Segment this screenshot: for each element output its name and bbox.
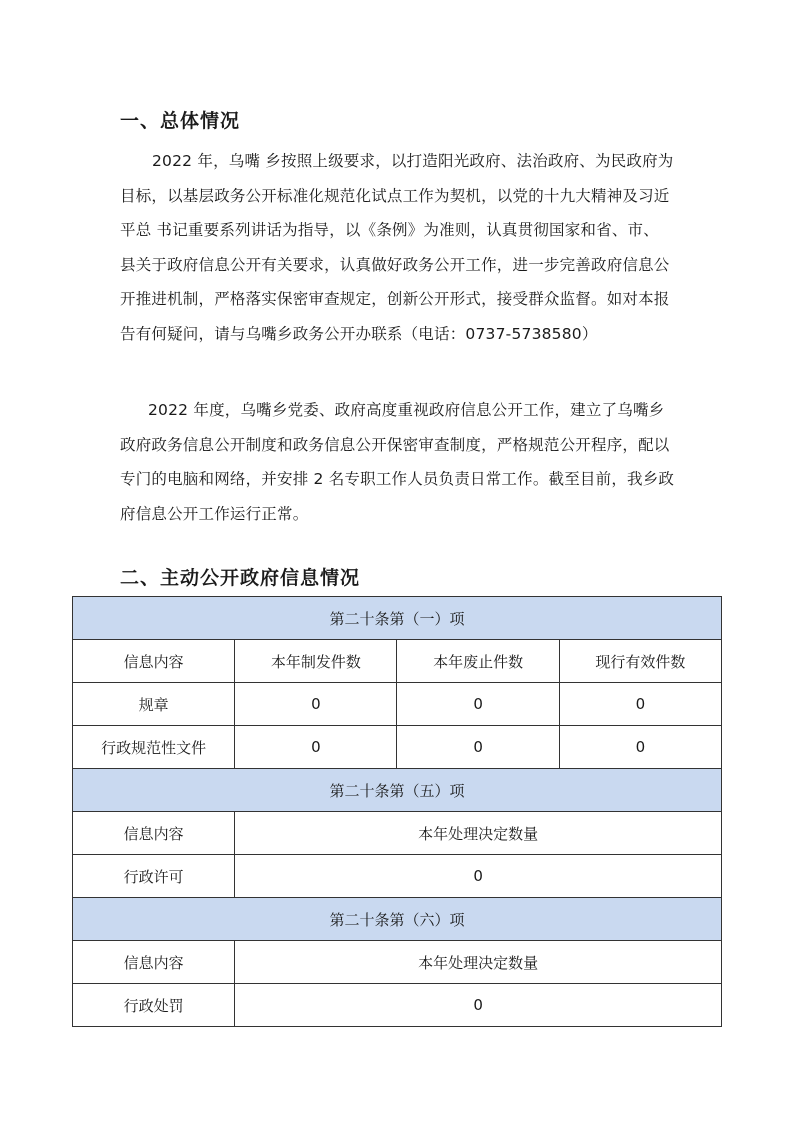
table-header-row <box>73 941 722 984</box>
text-line: 平总 书记重要系列讲话为指导，以《条例》为准则，认真贯彻国家和省、市、 <box>120 221 659 239</box>
table-cell: 0 <box>559 726 721 769</box>
table-band-row <box>73 597 722 640</box>
text-line: 开推进机制，严格落实保密审查规定，创新公开形式，接受群众监督。如对本报 <box>120 290 670 308</box>
table-header-row <box>73 812 722 855</box>
table-band-row <box>73 769 722 812</box>
table-header-row <box>73 640 722 683</box>
header-cell: 信息内容 <box>73 941 235 984</box>
table-cell: 0 <box>397 683 559 726</box>
table-row <box>73 683 722 726</box>
disclosure-table <box>72 596 722 1027</box>
header-cell: 本年废止件数 <box>397 640 559 683</box>
section-1-heading: 一、总体情况 <box>120 110 241 132</box>
table-cell: 0 <box>235 726 397 769</box>
header-cell: 本年处理决定数量 <box>235 812 722 855</box>
section-1-paragraph-1 <box>120 144 680 351</box>
table-cell: 0 <box>397 726 559 769</box>
text-line: 2022 年，乌嘴 乡按照上级要求，以打造阳光政府、法治政府、为民政府为 <box>152 152 674 170</box>
table-cell: 行政处罚 <box>73 984 235 1027</box>
text-line: 告有何疑问，请与乌嘴乡政务公开办联系（电话：0737-5738580） <box>120 324 598 343</box>
header-cell: 本年制发件数 <box>235 640 397 683</box>
section-1-paragraph-2 <box>120 393 680 531</box>
header-cell: 信息内容 <box>73 812 235 855</box>
band-title: 第二十条第（一）项 <box>73 597 722 640</box>
table-cell: 0 <box>235 855 722 898</box>
text-line: 目标，以基层政务公开标准化规范化试点工作为契机，以党的十九大精神及习近 <box>120 186 670 205</box>
table-row <box>73 855 722 898</box>
table-cell: 0 <box>559 683 721 726</box>
table-cell: 0 <box>235 984 722 1027</box>
band-title: 第二十条第（五）项 <box>73 769 722 812</box>
text-line: 专门的电脑和网络，并安排 2 名专职工作人员负责日常工作。截至目前，我乡政 <box>120 470 675 488</box>
table-cell: 规章 <box>73 683 235 726</box>
text-line: 政府政务信息公开制度和政务信息公开保密审查制度，严格规范公开程序，配以 <box>120 435 670 454</box>
text-line: 府信息公开工作运行正常。 <box>120 504 309 523</box>
text-line: 县关于政府信息公开有关要求，认真做好政务公开工作，进一步完善政府信息公 <box>120 255 670 274</box>
text-line: 2022 年度，乌嘴乡党委、政府高度重视政府信息公开工作，建立了乌嘴乡 <box>148 401 665 419</box>
section-2-heading: 二、主动公开政府信息情况 <box>120 567 361 589</box>
header-cell: 信息内容 <box>73 640 235 683</box>
header-cell: 现行有效件数 <box>559 640 721 683</box>
band-title: 第二十条第（六）项 <box>73 898 722 941</box>
table-row <box>73 984 722 1027</box>
table-row <box>73 726 722 769</box>
table-cell: 0 <box>235 683 397 726</box>
table-cell: 行政许可 <box>73 855 235 898</box>
header-cell: 本年处理决定数量 <box>235 941 722 984</box>
table-cell: 行政规范性文件 <box>73 726 235 769</box>
table-band-row <box>73 898 722 941</box>
